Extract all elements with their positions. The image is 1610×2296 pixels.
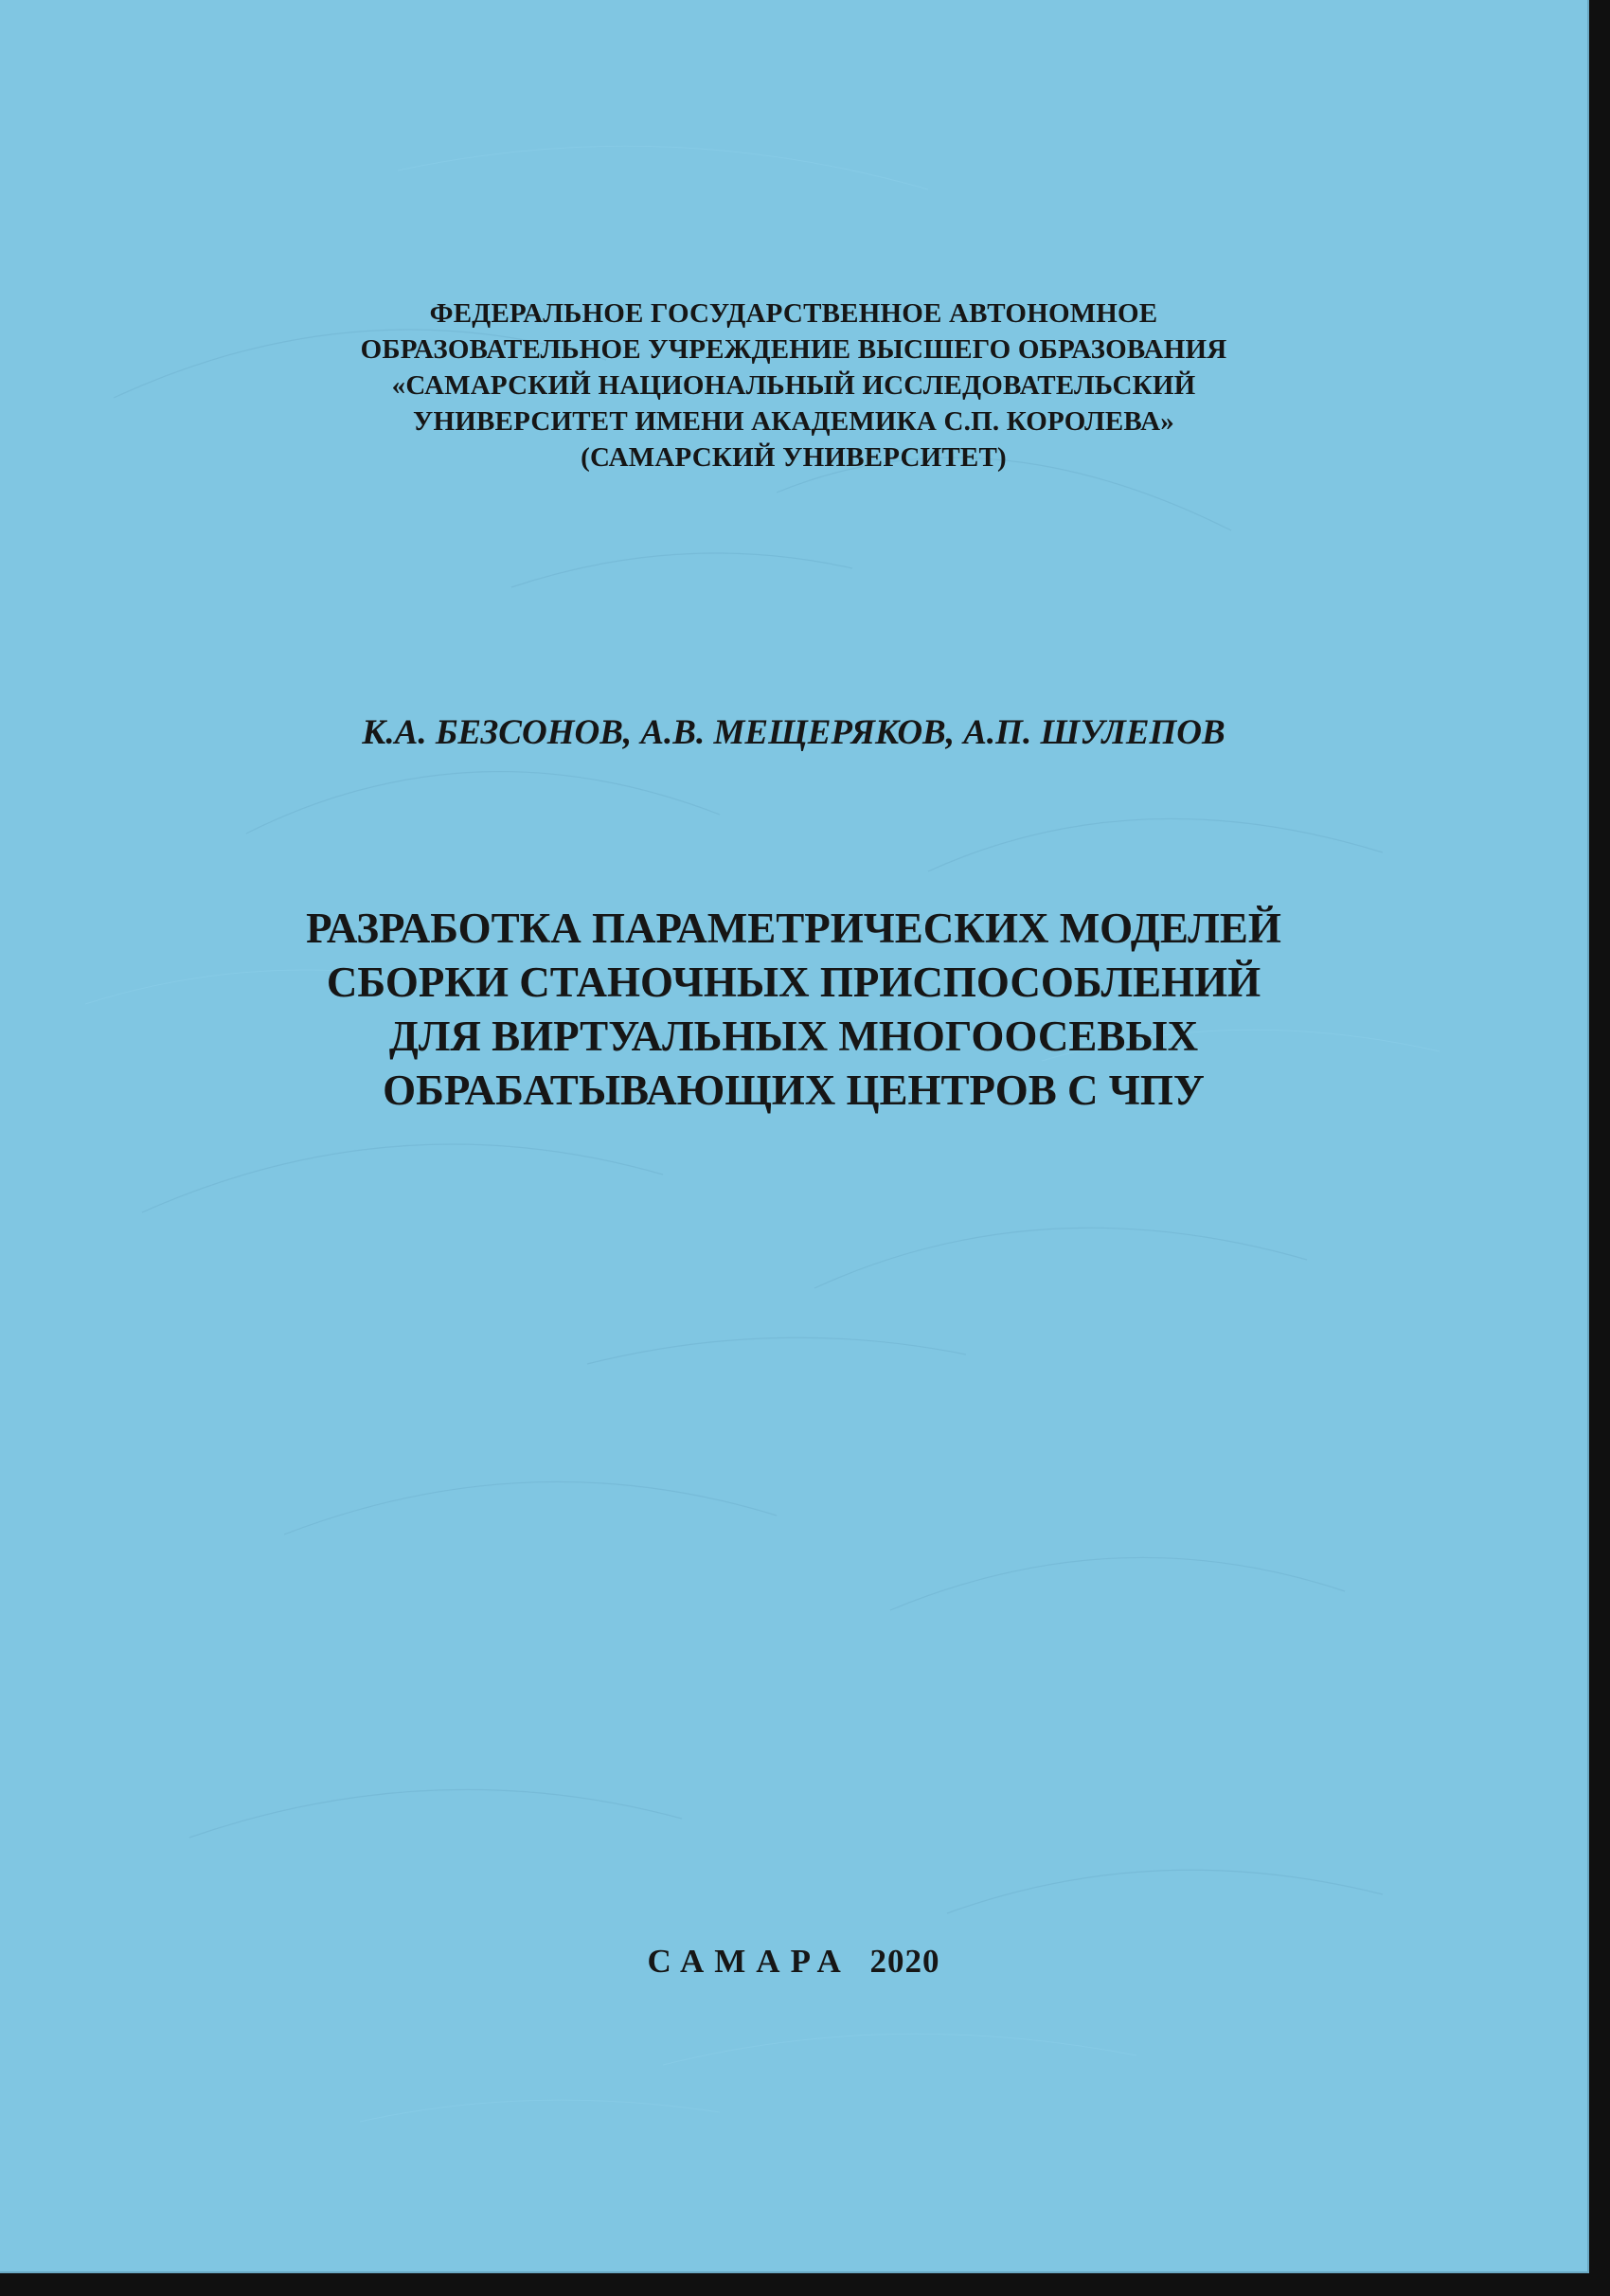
organization-block — [0, 296, 1587, 475]
title-line: ДЛЯ ВИРТУАЛЬНЫХ МНОГООСЕВЫХ — [388, 1013, 1199, 1060]
organization-line: (САМАРСКИЙ УНИВЕРСИТЕТ) — [581, 442, 1007, 473]
organization-line: «САМАРСКИЙ НАЦИОНАЛЬНЫЙ ИССЛЕДОВАТЕЛЬСКИЙ — [391, 370, 1196, 401]
organization-line: УНИВЕРСИТЕТ ИМЕНИ АКАДЕМИКА С.П. КОРОЛЕВА» — [412, 406, 1174, 437]
imprint-city: САМАРА — [647, 1943, 851, 1980]
title-line: РАЗРАБОТКА ПАРАМЕТРИЧЕСКИХ МОДЕЛЕЙ — [306, 905, 1281, 952]
title-line: СБОРКИ СТАНОЧНЫХ ПРИСПОСОБЛЕНИЙ — [326, 959, 1261, 1006]
imprint — [0, 1942, 1587, 1982]
book-title — [0, 902, 1587, 1118]
authors: К.А. БЕЗСОНОВ, А.В. МЕЩЕРЯКОВ, А.П. ШУЛЕПОВ — [362, 713, 1225, 752]
imprint-year: 2020 — [869, 1943, 940, 1980]
title-line: ОБРАБАТЫВАЮЩИХ ЦЕНТРОВ С ЧПУ — [383, 1067, 1205, 1114]
organization-line: ОБРАЗОВАТЕЛЬНОЕ УЧРЕЖДЕНИЕ ВЫСШЕГО ОБРАЗОВАНИЯ — [360, 334, 1227, 365]
organization-line: ФЕДЕРАЛЬНОЕ ГОСУДАРСТВЕННОЕ АВТОНОМНОЕ — [429, 298, 1158, 329]
